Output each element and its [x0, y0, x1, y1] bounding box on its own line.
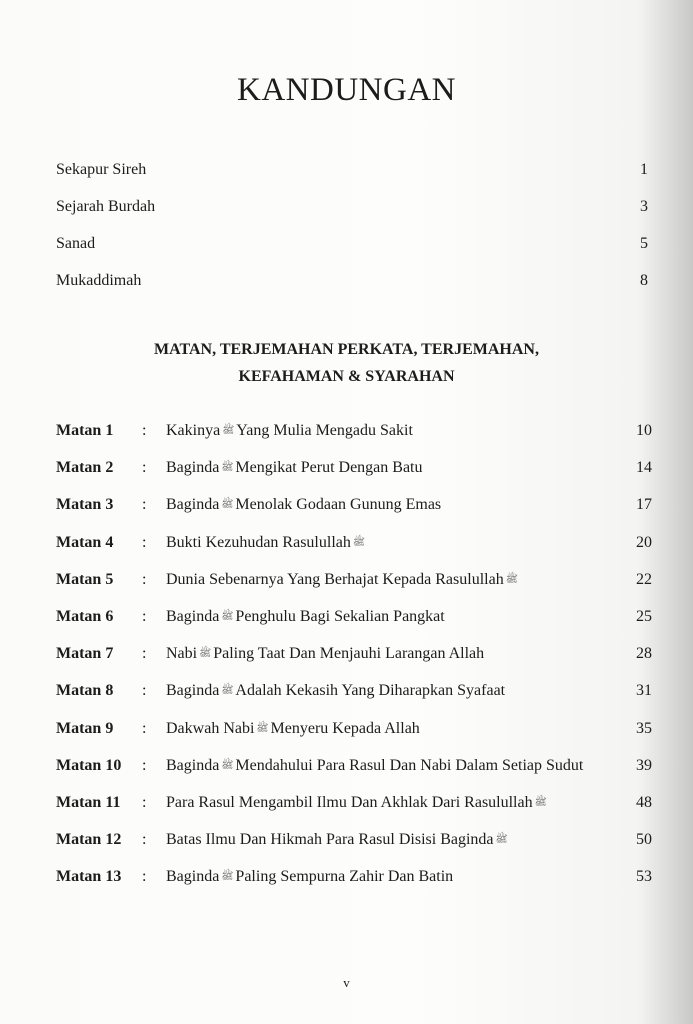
matan-title-text: Bukti Kezuhudan Rasulullah: [166, 533, 351, 551]
toc-entry-matan-6: [56, 605, 652, 642]
matan-title-text: Mengikat Perut Dengan Batu: [235, 459, 423, 477]
matan-title-text: Baginda: [166, 607, 220, 625]
salawat-calligraphy-icon: ﷺ: [199, 648, 212, 660]
matan-title-text: Batas Ilmu Dan Hikmah Para Rasul Disisi Baginda: [166, 831, 494, 849]
salawat-calligraphy-icon: ﷺ: [256, 722, 269, 734]
matan-page: 17: [636, 496, 652, 514]
toc-entry-matan-10: [56, 754, 652, 791]
separator-colon: :: [142, 422, 147, 439]
matan-label: Matan 1: [56, 422, 114, 439]
matan-page: 31: [636, 682, 652, 700]
matan-title: [166, 717, 622, 741]
matan-title-text: Dakwah Nabi: [166, 719, 255, 737]
toc-entry-page: 1: [640, 161, 648, 178]
matan-title: [166, 531, 622, 555]
section-heading-line: KEFAHAMAN & SYARAHAN: [238, 368, 455, 385]
separator-colon: :: [142, 645, 147, 663]
matan-list: [56, 419, 652, 902]
matan-title-text: Kakinya: [166, 422, 221, 439]
matan-page: 22: [636, 570, 652, 588]
matan-label: Matan 11: [56, 793, 121, 811]
salawat-calligraphy-icon: ﷺ: [221, 499, 234, 511]
toc-entry-label: Mukaddimah: [56, 272, 142, 289]
matan-title-text: Baginda: [166, 756, 220, 774]
salawat-calligraphy-icon: ﷺ: [505, 573, 518, 585]
matan-title: [166, 456, 622, 480]
matan-page: 28: [636, 645, 652, 663]
matan-page: 14: [636, 459, 652, 477]
toc-entry-label: Sekapur Sireh: [56, 161, 147, 178]
toc-entry-matan-12: [56, 828, 652, 865]
matan-title: [166, 493, 622, 517]
toc-entry-label: Sanad: [56, 235, 96, 252]
matan-label: Matan 7: [56, 645, 114, 663]
salawat-calligraphy-icon: ﷺ: [222, 425, 235, 436]
toc-entry-sanad: [56, 232, 652, 269]
matan-title-text: Adalah Kekasih Yang Diharapkan Syafaat: [235, 682, 506, 700]
matan-label: Matan 10: [56, 756, 122, 774]
toc-entry-matan-13: [56, 865, 652, 902]
separator-colon: :: [142, 682, 147, 700]
toc-entry-matan-5: [56, 568, 652, 605]
salawat-calligraphy-icon: ﷺ: [221, 462, 234, 474]
matan-page: 20: [636, 533, 652, 551]
salawat-calligraphy-icon: ﷺ: [352, 536, 365, 548]
matan-page: 10: [636, 422, 652, 439]
matan-label: Matan 6: [56, 607, 114, 625]
toc-entry-matan-11: [56, 791, 652, 828]
separator-colon: :: [142, 719, 147, 737]
toc-entry-matan-1: [56, 419, 652, 456]
toc-entry-matan-7: [56, 642, 652, 679]
toc-entry-page: 8: [640, 272, 648, 289]
matan-label: Matan 2: [56, 459, 114, 477]
toc-entry-sekapur-sireh: [56, 158, 652, 195]
separator-colon: :: [142, 607, 147, 625]
matan-title: [166, 679, 622, 703]
matan-label: Matan 4: [56, 533, 114, 551]
separator-colon: :: [142, 496, 147, 514]
salawat-calligraphy-icon: ﷺ: [534, 796, 547, 808]
section-heading: [0, 336, 693, 390]
salawat-calligraphy-icon: ﷺ: [221, 685, 234, 697]
matan-title: [166, 828, 622, 852]
page-number: v: [343, 975, 350, 990]
matan-page: 39: [636, 756, 652, 774]
salawat-calligraphy-icon: ﷺ: [221, 871, 234, 883]
separator-colon: :: [142, 756, 147, 774]
toc-entry-matan-2: [56, 456, 652, 493]
matan-title-text: Nabi: [166, 645, 198, 663]
matan-page: 50: [636, 831, 652, 849]
matan-title-text: Baginda: [166, 868, 220, 886]
matan-title-text: Dunia Sebenarnya Yang Berhajat Kepada Rasulullah: [166, 570, 504, 588]
matan-page: 25: [636, 607, 652, 625]
matan-label: Matan 8: [56, 682, 114, 700]
matan-title-text: Mendahului Para Rasul Dan Nabi Dalam Setiap Sudut: [235, 756, 584, 774]
matan-title: [166, 605, 622, 629]
toc-entry-page: 3: [640, 198, 648, 215]
separator-colon: :: [142, 831, 147, 849]
salawat-calligraphy-icon: ﷺ: [221, 610, 234, 622]
toc-entry-matan-3: [56, 493, 652, 530]
matan-title: [166, 791, 622, 815]
matan-title-text: Paling Sempurna Zahir Dan Batin: [235, 868, 454, 886]
matan-title: [166, 568, 622, 592]
matan-title-text: Paling Taat Dan Menjauhi Larangan Allah: [213, 645, 485, 663]
matan-page: 53: [636, 868, 652, 886]
matan-label: Matan 12: [56, 831, 122, 849]
matan-title: [166, 419, 622, 443]
separator-colon: :: [142, 868, 147, 886]
matan-page: 48: [636, 793, 652, 811]
toc-entry-matan-8: [56, 679, 652, 716]
section-heading-line: MATAN, TERJEMAHAN PERKATA, TERJEMAHAN,: [154, 341, 539, 358]
salawat-calligraphy-icon: ﷺ: [221, 759, 234, 771]
matan-title-text: Menyeru Kepada Allah: [270, 719, 420, 737]
matan-title-text: Para Rasul Mengambil Ilmu Dan Akhlak Dari Rasulullah: [166, 793, 533, 811]
separator-colon: :: [142, 570, 147, 588]
matan-label: Matan 13: [56, 868, 122, 886]
matan-label: Matan 9: [56, 719, 114, 737]
front-matter-list: [56, 158, 652, 306]
matan-title-text: Penghulu Bagi Sekalian Pangkat: [235, 607, 445, 625]
matan-title: [166, 865, 622, 889]
separator-colon: :: [142, 793, 147, 811]
toc-entry-matan-9: [56, 717, 652, 754]
toc-entry-label: Sejarah Burdah: [56, 198, 156, 215]
matan-label: Matan 3: [56, 496, 114, 514]
matan-page: 35: [636, 719, 652, 737]
toc-entry-matan-4: [56, 531, 652, 568]
page-title: KANDUNGAN: [237, 72, 456, 108]
toc-entry-mukaddimah: [56, 269, 652, 306]
matan-title-text: Yang Mulia Mengadu Sakit: [236, 422, 413, 439]
matan-title-text: Baginda: [166, 682, 220, 700]
salawat-calligraphy-icon: ﷺ: [495, 834, 508, 846]
matan-title-text: Baginda: [166, 496, 220, 514]
matan-title-text: Menolak Godaan Gunung Emas: [235, 496, 442, 514]
matan-label: Matan 5: [56, 570, 114, 588]
matan-title: [166, 642, 622, 666]
separator-colon: :: [142, 459, 147, 477]
toc-entry-sejarah-burdah: [56, 195, 652, 232]
matan-title-text: Baginda: [166, 459, 220, 477]
matan-title: [166, 754, 622, 778]
separator-colon: :: [142, 533, 147, 551]
toc-entry-page: 5: [640, 235, 648, 252]
